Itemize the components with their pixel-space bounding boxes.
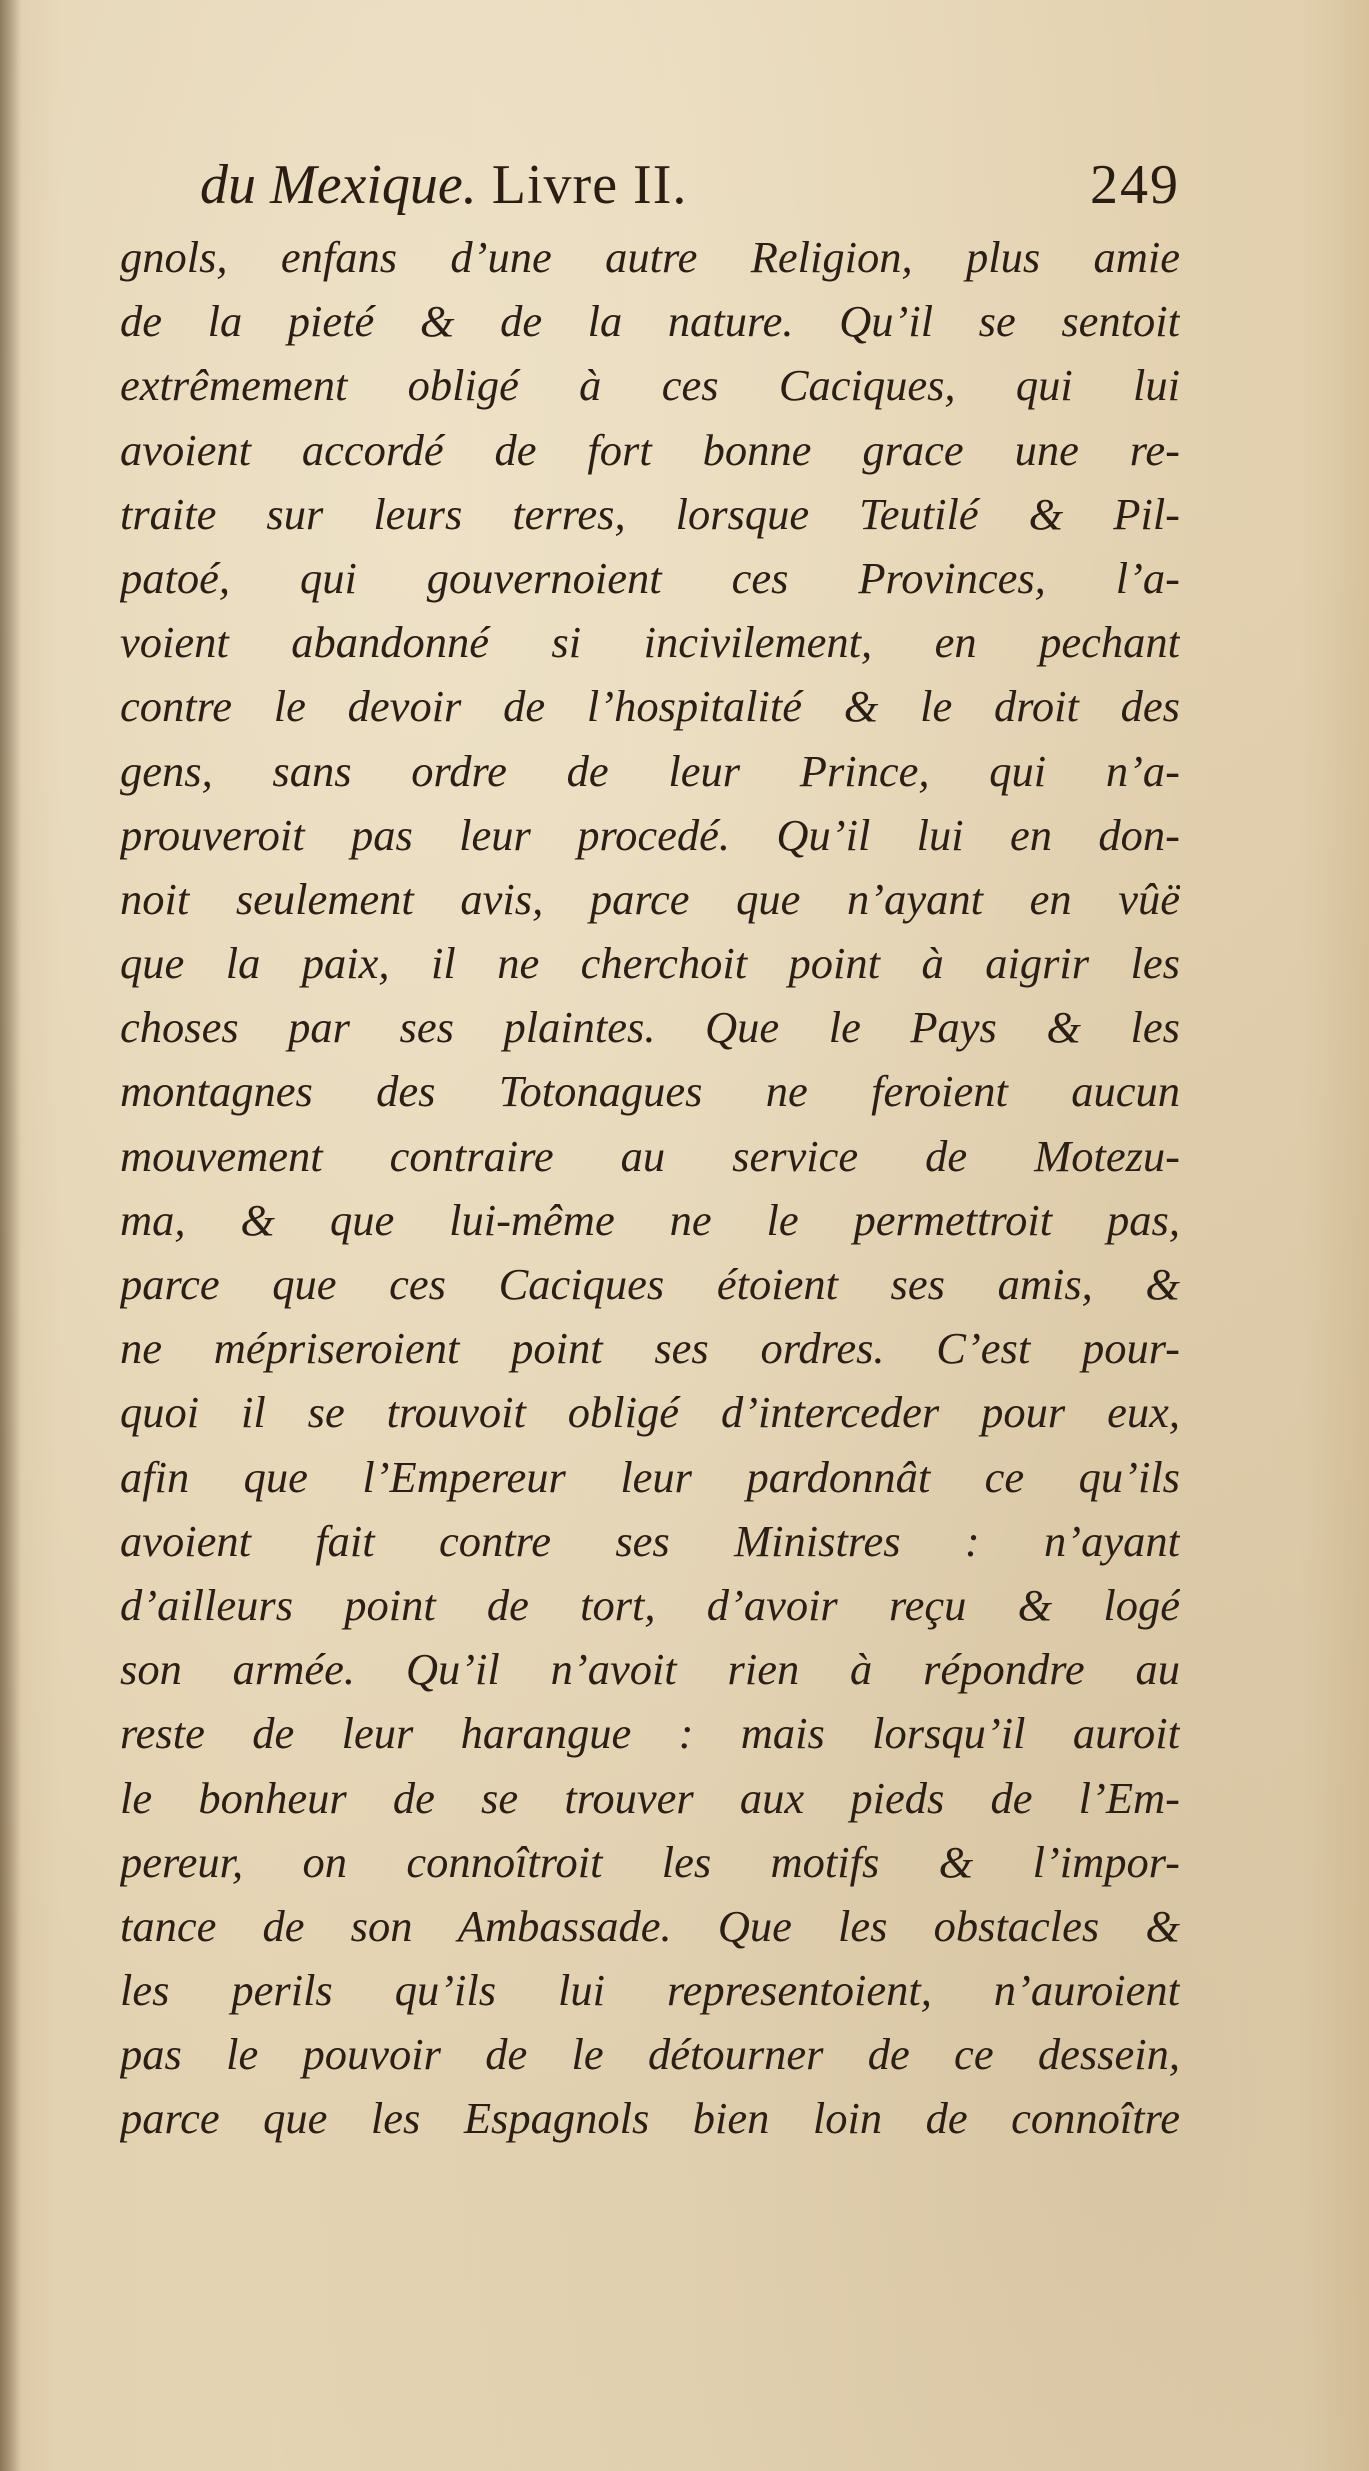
running-head — [200, 150, 687, 220]
text-line: prouveroit pas leur procedé. Qu’il lui en don- — [120, 809, 1180, 860]
running-head-roman: Livre II. — [476, 154, 688, 216]
text-line: que la paix, il ne cherchoit point à aigrir les — [120, 938, 1180, 989]
text-line: traite sur leurs terres, lorsque Teutilé & Pil- — [120, 488, 1180, 539]
text-line: patoé, qui gouvernoient ces Provinces, l’a- — [120, 552, 1180, 603]
page-header — [200, 150, 1180, 220]
text-line: afin que l’Empereur leur pardonnât ce qu’ils — [120, 1451, 1180, 1502]
gutter-shadow — [0, 0, 22, 2471]
text-line: ma, & que lui-même ne le permettroit pas, — [120, 1194, 1180, 1245]
text-line: ne mépriseroient point ses ordres. C’est pour- — [120, 1323, 1180, 1374]
text-line: choses par ses plaintes. Que le Pays & les — [120, 1002, 1180, 1053]
text-line: avoient fait contre ses Ministres : n’ayant — [120, 1515, 1180, 1566]
text-line: reste de leur harangue : mais lorsqu’il auroit — [120, 1708, 1180, 1759]
text-line: extrêmement obligé à ces Caciques, qui lui — [120, 360, 1180, 411]
text-line: les perils qu’ils lui representoient, n’auroient — [120, 1965, 1180, 2016]
text-line: parce que les Espagnols bien loin de connoître — [120, 2093, 1180, 2144]
page-number: 249 — [1090, 154, 1180, 216]
text-line: voient abandonné si incivilement, en pechant — [120, 617, 1180, 668]
text-line: gnols, enfans d’une autre Religion, plus amie — [120, 232, 1180, 282]
text-line: le bonheur de se trouver aux pieds de l’Em- — [120, 1772, 1180, 1823]
text-line: montagnes des Totonagues ne feroient aucun — [120, 1066, 1180, 1117]
text-line: de la pieté & de la nature. Qu’il se sentoit — [120, 296, 1180, 347]
body-text — [120, 225, 1180, 2151]
text-line: quoi il se trouvoit obligé d’interceder pour eux, — [120, 1387, 1180, 1438]
text-line: pereur, on connoîtroit les motifs & l’impor- — [120, 1836, 1180, 1887]
text-line: parce que ces Caciques étoient ses amis, & — [120, 1259, 1180, 1309]
text-line: d’ailleurs point de tort, d’avoir reçu & logé — [120, 1579, 1180, 1630]
text-line: gens, sans ordre de leur Prince, qui n’a- — [120, 745, 1180, 796]
text-line: avoient accordé de fort bonne grace une re- — [120, 424, 1180, 475]
text-line: mouvement contraire au service de Motezu- — [120, 1130, 1180, 1181]
text-line: pas le pouvoir de le détourner de ce dessein, — [120, 2029, 1180, 2080]
text-line: tance de son Ambassade. Que les obstacles & — [120, 1900, 1180, 1951]
text-line: noit seulement avis, parce que n’ayant en vûë — [120, 873, 1180, 924]
text-line: son armée. Qu’il n’avoit rien à répondre au — [120, 1644, 1180, 1695]
text-line: contre le devoir de l’hospitalité & le droit des — [120, 681, 1180, 732]
running-head-italic: du Mexique. — [200, 154, 477, 216]
